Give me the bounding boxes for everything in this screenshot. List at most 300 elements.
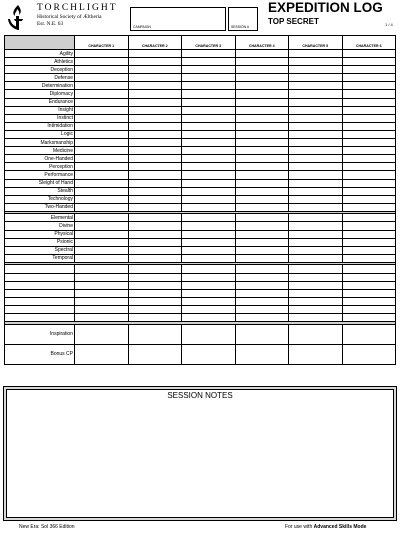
header-row (5, 36, 396, 50)
skill-entry-cell[interactable] (342, 203, 396, 211)
skill-entry-cell[interactable] (128, 179, 182, 187)
skill-entry-cell[interactable] (182, 203, 236, 211)
skill-entry-cell[interactable] (342, 106, 396, 114)
skill-row (5, 171, 396, 179)
skill-entry-cell[interactable] (75, 114, 129, 122)
skill-entry-cell[interactable] (75, 66, 129, 74)
character-column-header: CHARACTER 1 (75, 36, 129, 50)
extra-entry-cell[interactable] (182, 344, 236, 364)
skill-entry-cell[interactable] (342, 98, 396, 106)
extra-entry-cell[interactable] (128, 324, 182, 344)
skill-entry-cell[interactable] (182, 122, 236, 130)
skill-row (5, 195, 396, 203)
skill-entry-cell[interactable] (128, 163, 182, 171)
blank-row (5, 305, 396, 313)
skill-entry-cell[interactable] (289, 74, 343, 82)
skill-label: Diplomacy (5, 90, 75, 98)
skill-row (5, 106, 396, 114)
skill-entry-cell[interactable] (235, 155, 289, 163)
extra-entry-cell[interactable] (235, 324, 289, 344)
blank-entry-cell[interactable] (128, 305, 182, 313)
blank-entry-cell[interactable] (128, 281, 182, 289)
blank-entry-cell[interactable] (342, 289, 396, 297)
skill-entry-cell[interactable] (342, 179, 396, 187)
skill-entry-cell[interactable] (182, 147, 236, 155)
skill-label: Deception (5, 66, 75, 74)
skill-entry-cell[interactable] (235, 130, 289, 138)
skill-entry-cell[interactable] (75, 203, 129, 211)
skill-row (5, 66, 396, 74)
skill-entry-cell[interactable] (235, 114, 289, 122)
skill-entry-cell[interactable] (128, 171, 182, 179)
character-column-header: CHARACTER 4 (235, 36, 289, 50)
extra-entry-cell[interactable] (128, 344, 182, 364)
skill-label: Stealth (5, 187, 75, 195)
skill-row (5, 90, 396, 98)
element-entry-cell[interactable] (289, 246, 343, 254)
skill-entry-cell[interactable] (75, 58, 129, 66)
skill-entry-cell[interactable] (289, 90, 343, 98)
element-entry-cell[interactable] (182, 230, 236, 238)
blank-entry-cell[interactable] (289, 314, 343, 322)
skill-entry-cell[interactable] (289, 130, 343, 138)
blank-row (5, 314, 396, 322)
element-entry-cell[interactable] (75, 222, 129, 230)
skill-label: One-Handed (5, 155, 75, 163)
blank-entry-cell[interactable] (75, 314, 129, 322)
element-entry-cell[interactable] (342, 254, 396, 262)
header-corner-cell (5, 36, 75, 50)
element-row (5, 222, 396, 230)
skill-entry-cell[interactable] (289, 163, 343, 171)
element-entry-cell[interactable] (182, 254, 236, 262)
element-entry-cell[interactable] (75, 214, 129, 222)
skill-entry-cell[interactable] (289, 50, 343, 58)
blank-entry-cell[interactable] (75, 297, 129, 305)
skill-entry-cell[interactable] (235, 98, 289, 106)
skill-entry-cell[interactable] (289, 82, 343, 90)
session-notes-area[interactable] (6, 389, 394, 518)
element-entry-cell[interactable] (235, 230, 289, 238)
session-number-field[interactable] (228, 7, 258, 31)
blank-entry-cell[interactable] (235, 289, 289, 297)
skill-entry-cell[interactable] (182, 171, 236, 179)
skill-entry-cell[interactable] (289, 114, 343, 122)
element-entry-cell[interactable] (289, 254, 343, 262)
skill-entry-cell[interactable] (235, 50, 289, 58)
blank-label (5, 265, 75, 273)
blank-entry-cell[interactable] (235, 305, 289, 313)
element-label: Temporal (5, 254, 75, 262)
skill-entry-cell[interactable] (289, 155, 343, 163)
skill-entry-cell[interactable] (75, 139, 129, 147)
skill-entry-cell[interactable] (128, 90, 182, 98)
extra-row (5, 344, 396, 364)
skill-entry-cell[interactable] (342, 171, 396, 179)
skill-entry-cell[interactable] (342, 195, 396, 203)
blank-entry-cell[interactable] (182, 273, 236, 281)
extra-entry-cell[interactable] (289, 344, 343, 364)
org-subtitle: Historical Society of Æltheria (37, 14, 102, 20)
skill-entry-cell[interactable] (75, 82, 129, 90)
blank-row (5, 273, 396, 281)
skill-label: Perception (5, 163, 75, 171)
org-established: Est. N.E. 63 (37, 21, 64, 27)
blank-entry-cell[interactable] (342, 305, 396, 313)
element-entry-cell[interactable] (128, 222, 182, 230)
skill-entry-cell[interactable] (75, 106, 129, 114)
session-label: SESSION # (231, 25, 249, 29)
extra-entry-cell[interactable] (75, 324, 129, 344)
skill-entry-cell[interactable] (182, 66, 236, 74)
skill-entry-cell[interactable] (128, 58, 182, 66)
blank-entry-cell[interactable] (342, 265, 396, 273)
skill-row (5, 114, 396, 122)
element-entry-cell[interactable] (75, 254, 129, 262)
edition-note: New Era: Sol 366 Edition (19, 524, 75, 530)
skill-label: Logic (5, 130, 75, 138)
element-entry-cell[interactable] (235, 222, 289, 230)
skill-row (5, 155, 396, 163)
skill-label: Marksmanship (5, 139, 75, 147)
skill-entry-cell[interactable] (289, 106, 343, 114)
blank-entry-cell[interactable] (182, 297, 236, 305)
skill-entry-cell[interactable] (182, 139, 236, 147)
skill-entry-cell[interactable] (75, 179, 129, 187)
element-label: Physical (5, 230, 75, 238)
skill-entry-cell[interactable] (342, 114, 396, 122)
element-entry-cell[interactable] (289, 222, 343, 230)
skill-entry-cell[interactable] (289, 195, 343, 203)
blank-entry-cell[interactable] (182, 314, 236, 322)
skill-entry-cell[interactable] (182, 82, 236, 90)
element-entry-cell[interactable] (342, 222, 396, 230)
skill-entry-cell[interactable] (342, 122, 396, 130)
page-title: EXPEDITION LOG (268, 0, 383, 15)
skill-entry-cell[interactable] (128, 114, 182, 122)
skill-entry-cell[interactable] (342, 66, 396, 74)
skill-entry-cell[interactable] (182, 114, 236, 122)
blank-entry-cell[interactable] (128, 314, 182, 322)
skill-entry-cell[interactable] (289, 171, 343, 179)
blank-entry-cell[interactable] (342, 281, 396, 289)
blank-entry-cell[interactable] (75, 273, 129, 281)
blank-entry-cell[interactable] (182, 289, 236, 297)
extra-label: Bonus CP (5, 344, 75, 364)
blank-entry-cell[interactable] (75, 281, 129, 289)
blank-label (5, 281, 75, 289)
element-label: Divine (5, 222, 75, 230)
blank-entry-cell[interactable] (342, 273, 396, 281)
skill-entry-cell[interactable] (128, 195, 182, 203)
skill-entry-cell[interactable] (235, 139, 289, 147)
element-row (5, 238, 396, 246)
blank-entry-cell[interactable] (182, 281, 236, 289)
element-label: Spectral (5, 246, 75, 254)
skill-label: Defense (5, 74, 75, 82)
blank-entry-cell[interactable] (75, 305, 129, 313)
element-entry-cell[interactable] (235, 246, 289, 254)
skill-entry-cell[interactable] (342, 74, 396, 82)
element-row (5, 246, 396, 254)
blank-label (5, 289, 75, 297)
extra-row (5, 324, 396, 344)
skill-entry-cell[interactable] (289, 122, 343, 130)
element-entry-cell[interactable] (182, 222, 236, 230)
skill-entry-cell[interactable] (128, 139, 182, 147)
blank-entry-cell[interactable] (128, 289, 182, 297)
blank-entry-cell[interactable] (289, 289, 343, 297)
blank-entry-cell[interactable] (289, 265, 343, 273)
element-entry-cell[interactable] (128, 238, 182, 246)
extra-entry-cell[interactable] (289, 324, 343, 344)
blank-entry-cell[interactable] (342, 297, 396, 305)
skill-entry-cell[interactable] (128, 98, 182, 106)
extra-entry-cell[interactable] (235, 344, 289, 364)
element-entry-cell[interactable] (289, 214, 343, 222)
skill-label: Intimidation (5, 122, 75, 130)
skill-entry-cell[interactable] (182, 90, 236, 98)
skill-entry-cell[interactable] (182, 187, 236, 195)
blank-row (5, 265, 396, 273)
skill-entry-cell[interactable] (235, 58, 289, 66)
skill-entry-cell[interactable] (182, 195, 236, 203)
skill-label: Instinct (5, 114, 75, 122)
element-entry-cell[interactable] (235, 238, 289, 246)
extra-entry-cell[interactable] (342, 324, 396, 344)
skill-entry-cell[interactable] (75, 155, 129, 163)
skill-entry-cell[interactable] (235, 163, 289, 171)
skill-entry-cell[interactable] (182, 50, 236, 58)
skill-entry-cell[interactable] (235, 171, 289, 179)
skill-entry-cell[interactable] (235, 90, 289, 98)
skill-entry-cell[interactable] (128, 203, 182, 211)
skill-label: Performance (5, 171, 75, 179)
skill-entry-cell[interactable] (342, 155, 396, 163)
blank-entry-cell[interactable] (182, 265, 236, 273)
skill-entry-cell[interactable] (75, 90, 129, 98)
element-label: Psionic (5, 238, 75, 246)
element-row (5, 230, 396, 238)
character-column-header: CHARACTER 5 (289, 36, 343, 50)
skill-entry-cell[interactable] (182, 155, 236, 163)
skill-label: Athletics (5, 58, 75, 66)
skill-entry-cell[interactable] (128, 74, 182, 82)
session-notes-title: SESSION NOTES (167, 391, 233, 400)
skill-row (5, 50, 396, 58)
element-entry-cell[interactable] (289, 230, 343, 238)
extra-label: Inspiration (5, 324, 75, 344)
campaign-field[interactable] (130, 7, 226, 31)
skill-entry-cell[interactable] (235, 179, 289, 187)
skill-entry-cell[interactable] (289, 179, 343, 187)
skill-label: Technology (5, 195, 75, 203)
skill-entry-cell[interactable] (128, 122, 182, 130)
skill-entry-cell[interactable] (235, 74, 289, 82)
skill-entry-cell[interactable] (342, 147, 396, 155)
blank-entry-cell[interactable] (75, 289, 129, 297)
skill-entry-cell[interactable] (128, 187, 182, 195)
element-entry-cell[interactable] (289, 238, 343, 246)
skill-row (5, 163, 396, 171)
skill-entry-cell[interactable] (289, 203, 343, 211)
element-entry-cell[interactable] (75, 238, 129, 246)
element-entry-cell[interactable] (182, 214, 236, 222)
skill-label: Endurance (5, 98, 75, 106)
blank-entry-cell[interactable] (128, 265, 182, 273)
skill-entry-cell[interactable] (289, 139, 343, 147)
skill-entry-cell[interactable] (75, 98, 129, 106)
org-name: TORCHLIGHT (37, 3, 118, 13)
skill-entry-cell[interactable] (235, 106, 289, 114)
blank-entry-cell[interactable] (235, 297, 289, 305)
blank-entry-cell[interactable] (235, 314, 289, 322)
element-entry-cell[interactable] (342, 246, 396, 254)
skill-entry-cell[interactable] (235, 82, 289, 90)
blank-label (5, 297, 75, 305)
page-number: 1 / 4 (385, 22, 393, 27)
skill-entry-cell[interactable] (342, 90, 396, 98)
extra-entry-cell[interactable] (75, 344, 129, 364)
skill-entry-cell[interactable] (235, 195, 289, 203)
skill-row (5, 203, 396, 211)
character-column-header: CHARACTER 3 (182, 36, 236, 50)
blank-entry-cell[interactable] (289, 273, 343, 281)
blank-label (5, 314, 75, 322)
skill-row (5, 187, 396, 195)
blank-row (5, 289, 396, 297)
skill-entry-cell[interactable] (235, 122, 289, 130)
blank-entry-cell[interactable] (128, 273, 182, 281)
usage-note-prefix: For use with (285, 524, 314, 530)
skill-label: Agility (5, 50, 75, 58)
skill-entry-cell[interactable] (182, 58, 236, 66)
skill-entry-cell[interactable] (289, 187, 343, 195)
skill-row (5, 82, 396, 90)
element-entry-cell[interactable] (182, 246, 236, 254)
blank-entry-cell[interactable] (289, 297, 343, 305)
skill-entry-cell[interactable] (342, 163, 396, 171)
element-entry-cell[interactable] (128, 230, 182, 238)
skill-entry-cell[interactable] (182, 163, 236, 171)
skill-entry-cell[interactable] (128, 106, 182, 114)
usage-note (285, 524, 366, 530)
skill-label: Two-Handed (5, 203, 75, 211)
element-entry-cell[interactable] (182, 238, 236, 246)
character-column-header: CHARACTER 6 (342, 36, 396, 50)
skill-entry-cell[interactable] (182, 130, 236, 138)
blank-entry-cell[interactable] (128, 297, 182, 305)
skill-entry-cell[interactable] (342, 50, 396, 58)
skill-entry-cell[interactable] (342, 58, 396, 66)
element-entry-cell[interactable] (128, 254, 182, 262)
skill-entry-cell[interactable] (128, 66, 182, 74)
character-grid (4, 35, 396, 365)
skill-entry-cell[interactable] (235, 187, 289, 195)
skill-entry-cell[interactable] (75, 171, 129, 179)
skill-row (5, 98, 396, 106)
element-entry-cell[interactable] (75, 246, 129, 254)
element-entry-cell[interactable] (128, 214, 182, 222)
skill-entry-cell[interactable] (182, 74, 236, 82)
blank-entry-cell[interactable] (235, 273, 289, 281)
skill-entry-cell[interactable] (342, 82, 396, 90)
skill-entry-cell[interactable] (182, 98, 236, 106)
usage-note-mode: Advanced Skills Mode (313, 524, 367, 530)
skill-entry-cell[interactable] (75, 195, 129, 203)
extra-entry-cell[interactable] (342, 344, 396, 364)
skill-entry-cell[interactable] (342, 187, 396, 195)
blank-label (5, 305, 75, 313)
blank-entry-cell[interactable] (235, 265, 289, 273)
element-row (5, 254, 396, 262)
skill-entry-cell[interactable] (342, 130, 396, 138)
skill-entry-cell[interactable] (128, 130, 182, 138)
element-entry-cell[interactable] (342, 214, 396, 222)
skill-row (5, 139, 396, 147)
skill-entry-cell[interactable] (342, 139, 396, 147)
character-column-header: CHARACTER 2 (128, 36, 182, 50)
skill-entry-cell[interactable] (235, 66, 289, 74)
blank-label (5, 273, 75, 281)
element-entry-cell[interactable] (342, 238, 396, 246)
blank-entry-cell[interactable] (235, 281, 289, 289)
element-label: Elemental (5, 214, 75, 222)
skill-row (5, 130, 396, 138)
skill-entry-cell[interactable] (235, 147, 289, 155)
element-entry-cell[interactable] (235, 254, 289, 262)
skill-entry-cell[interactable] (182, 106, 236, 114)
blank-entry-cell[interactable] (289, 281, 343, 289)
blank-entry-cell[interactable] (342, 314, 396, 322)
skill-entry-cell[interactable] (128, 82, 182, 90)
skill-entry-cell[interactable] (75, 50, 129, 58)
skill-entry-cell[interactable] (75, 130, 129, 138)
skill-entry-cell[interactable] (128, 50, 182, 58)
skill-entry-cell[interactable] (75, 147, 129, 155)
element-entry-cell[interactable] (342, 230, 396, 238)
skill-entry-cell[interactable] (75, 74, 129, 82)
skill-entry-cell[interactable] (182, 179, 236, 187)
skill-entry-cell[interactable] (289, 66, 343, 74)
skill-label: Sleight of Hand (5, 179, 75, 187)
page-subtitle: TOP SECRET (268, 17, 319, 26)
blank-entry-cell[interactable] (289, 305, 343, 313)
skill-entry-cell[interactable] (75, 122, 129, 130)
skill-label: Medicine (5, 147, 75, 155)
skill-entry-cell[interactable] (289, 58, 343, 66)
blank-entry-cell[interactable] (182, 305, 236, 313)
element-entry-cell[interactable] (75, 230, 129, 238)
skill-row (5, 74, 396, 82)
skill-entry-cell[interactable] (75, 163, 129, 171)
skill-entry-cell[interactable] (289, 98, 343, 106)
blank-entry-cell[interactable] (75, 265, 129, 273)
skill-entry-cell[interactable] (128, 147, 182, 155)
skill-entry-cell[interactable] (128, 155, 182, 163)
skill-entry-cell[interactable] (235, 203, 289, 211)
torch-emblem-icon (5, 3, 29, 31)
skill-label: Determination (5, 82, 75, 90)
skill-row (5, 179, 396, 187)
element-entry-cell[interactable] (128, 246, 182, 254)
element-entry-cell[interactable] (235, 214, 289, 222)
skill-entry-cell[interactable] (289, 147, 343, 155)
skill-entry-cell[interactable] (75, 187, 129, 195)
skill-label: Insight (5, 106, 75, 114)
extra-entry-cell[interactable] (182, 324, 236, 344)
blank-row (5, 297, 396, 305)
